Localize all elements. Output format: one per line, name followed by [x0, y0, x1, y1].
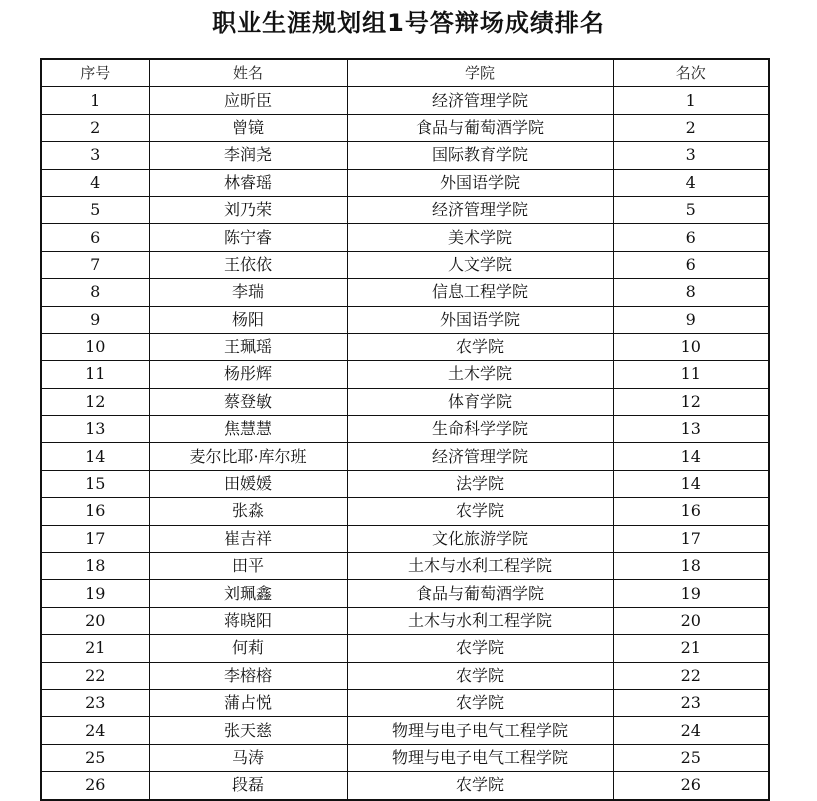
table-row	[41, 635, 769, 662]
cell-rank: 9	[613, 306, 769, 333]
table-row	[41, 361, 769, 388]
cell-name: 段磊	[149, 772, 347, 800]
table-row	[41, 580, 769, 607]
table-row	[41, 717, 769, 744]
cell-name: 张淼	[149, 498, 347, 525]
cell-name: 蒋晓阳	[149, 607, 347, 634]
cell-seq: 4	[41, 169, 149, 196]
cell-seq: 2	[41, 114, 149, 141]
table-row	[41, 196, 769, 223]
cell-rank: 10	[613, 333, 769, 360]
cell-college: 外国语学院	[347, 169, 613, 196]
cell-rank: 18	[613, 553, 769, 580]
table-row	[41, 169, 769, 196]
table-row	[41, 388, 769, 415]
cell-college: 国际教育学院	[347, 142, 613, 169]
table-row	[41, 251, 769, 278]
table-row	[41, 279, 769, 306]
cell-name: 应昕臣	[149, 87, 347, 114]
cell-seq: 18	[41, 553, 149, 580]
table-row	[41, 498, 769, 525]
header-name: 姓名	[149, 59, 347, 87]
cell-name: 蒲占悦	[149, 689, 347, 716]
cell-college: 农学院	[347, 635, 613, 662]
cell-rank: 23	[613, 689, 769, 716]
cell-rank: 8	[613, 279, 769, 306]
cell-rank: 5	[613, 196, 769, 223]
cell-seq: 25	[41, 744, 149, 771]
cell-name: 李润尧	[149, 142, 347, 169]
cell-name: 崔吉祥	[149, 525, 347, 552]
cell-rank: 11	[613, 361, 769, 388]
table-row	[41, 607, 769, 634]
cell-rank: 12	[613, 388, 769, 415]
cell-name: 王珮瑶	[149, 333, 347, 360]
cell-college: 信息工程学院	[347, 279, 613, 306]
cell-name: 焦慧慧	[149, 416, 347, 443]
table-row	[41, 443, 769, 470]
table-row	[41, 662, 769, 689]
cell-college: 经济管理学院	[347, 443, 613, 470]
cell-name: 曾镜	[149, 114, 347, 141]
cell-rank: 22	[613, 662, 769, 689]
cell-seq: 11	[41, 361, 149, 388]
table-row	[41, 525, 769, 552]
cell-college: 生命科学学院	[347, 416, 613, 443]
cell-rank: 6	[613, 251, 769, 278]
cell-rank: 1	[613, 87, 769, 114]
cell-name: 田媛媛	[149, 470, 347, 497]
cell-name: 李瑞	[149, 279, 347, 306]
table-header-row	[41, 59, 769, 87]
cell-rank: 26	[613, 772, 769, 800]
cell-rank: 17	[613, 525, 769, 552]
table-row	[41, 416, 769, 443]
cell-name: 田平	[149, 553, 347, 580]
cell-rank: 19	[613, 580, 769, 607]
cell-name: 林睿瑶	[149, 169, 347, 196]
page-title: 职业生涯规划组1号答辩场成绩排名	[212, 9, 605, 37]
cell-seq: 6	[41, 224, 149, 251]
cell-rank: 3	[613, 142, 769, 169]
cell-rank: 16	[613, 498, 769, 525]
cell-college: 食品与葡萄酒学院	[347, 114, 613, 141]
cell-rank: 13	[613, 416, 769, 443]
cell-college: 法学院	[347, 470, 613, 497]
cell-rank: 2	[613, 114, 769, 141]
cell-rank: 4	[613, 169, 769, 196]
cell-seq: 23	[41, 689, 149, 716]
cell-name: 张天慈	[149, 717, 347, 744]
cell-seq: 26	[41, 772, 149, 800]
cell-name: 李榕榕	[149, 662, 347, 689]
cell-college: 农学院	[347, 689, 613, 716]
cell-seq: 9	[41, 306, 149, 333]
table-row	[41, 306, 769, 333]
cell-college: 农学院	[347, 333, 613, 360]
cell-seq: 20	[41, 607, 149, 634]
cell-college: 农学院	[347, 662, 613, 689]
header-seq: 序号	[41, 59, 149, 87]
cell-seq: 12	[41, 388, 149, 415]
cell-college: 食品与葡萄酒学院	[347, 580, 613, 607]
cell-rank: 14	[613, 443, 769, 470]
cell-college: 农学院	[347, 772, 613, 800]
table-row	[41, 114, 769, 141]
cell-college: 经济管理学院	[347, 196, 613, 223]
table-row	[41, 772, 769, 800]
table-row	[41, 744, 769, 771]
cell-name: 陈宁睿	[149, 224, 347, 251]
cell-college: 人文学院	[347, 251, 613, 278]
header-college: 学院	[347, 59, 613, 87]
table-row	[41, 87, 769, 114]
cell-rank: 20	[613, 607, 769, 634]
cell-college: 土木学院	[347, 361, 613, 388]
cell-rank: 6	[613, 224, 769, 251]
cell-seq: 8	[41, 279, 149, 306]
cell-name: 刘乃荣	[149, 196, 347, 223]
table-row	[41, 142, 769, 169]
cell-rank: 25	[613, 744, 769, 771]
cell-name: 刘珮鑫	[149, 580, 347, 607]
cell-name: 蔡登敏	[149, 388, 347, 415]
cell-seq: 22	[41, 662, 149, 689]
cell-college: 经济管理学院	[347, 87, 613, 114]
table-row	[41, 553, 769, 580]
cell-college: 文化旅游学院	[347, 525, 613, 552]
cell-rank: 24	[613, 717, 769, 744]
cell-seq: 16	[41, 498, 149, 525]
cell-seq: 21	[41, 635, 149, 662]
cell-seq: 1	[41, 87, 149, 114]
cell-college: 土木与水利工程学院	[347, 553, 613, 580]
cell-college: 土木与水利工程学院	[347, 607, 613, 634]
cell-college: 物理与电子电气工程学院	[347, 717, 613, 744]
cell-name: 马涛	[149, 744, 347, 771]
header-rank: 名次	[613, 59, 769, 87]
cell-rank: 14	[613, 470, 769, 497]
cell-seq: 24	[41, 717, 149, 744]
table-body	[41, 87, 769, 800]
cell-name: 王依依	[149, 251, 347, 278]
cell-seq: 3	[41, 142, 149, 169]
cell-college: 美术学院	[347, 224, 613, 251]
cell-seq: 15	[41, 470, 149, 497]
cell-college: 物理与电子电气工程学院	[347, 744, 613, 771]
table-row	[41, 333, 769, 360]
cell-name: 麦尔比耶·库尔班	[149, 443, 347, 470]
cell-college: 农学院	[347, 498, 613, 525]
cell-rank: 21	[613, 635, 769, 662]
cell-college: 外国语学院	[347, 306, 613, 333]
cell-name: 杨阳	[149, 306, 347, 333]
cell-seq: 17	[41, 525, 149, 552]
table-row	[41, 470, 769, 497]
table-row	[41, 689, 769, 716]
cell-name: 何莉	[149, 635, 347, 662]
ranking-table	[40, 58, 770, 801]
table-row	[41, 224, 769, 251]
cell-seq: 19	[41, 580, 149, 607]
cell-seq: 14	[41, 443, 149, 470]
cell-college: 体育学院	[347, 388, 613, 415]
cell-seq: 5	[41, 196, 149, 223]
cell-seq: 7	[41, 251, 149, 278]
cell-name: 杨彤辉	[149, 361, 347, 388]
cell-seq: 10	[41, 333, 149, 360]
cell-seq: 13	[41, 416, 149, 443]
